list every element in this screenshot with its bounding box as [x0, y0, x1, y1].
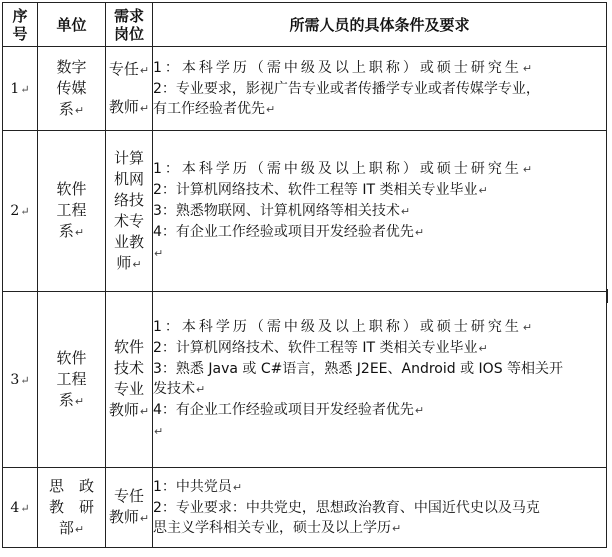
table-row: [3, 131, 607, 292]
condition-line: 1：本科学历（需中级及以上职称）或硕士研究生↵: [153, 160, 536, 177]
condition-line: 1：本科学历（需中级及以上职称）或硕士研究生↵: [153, 319, 536, 335]
row-number: 3↵: [3, 292, 38, 468]
condition-line: 思主义学科相关专业，硕士及以上学历↵: [153, 519, 402, 536]
condition-line: 1：中共党员↵: [153, 478, 243, 495]
table-row: [3, 47, 607, 131]
header-unit: 单位: [38, 3, 106, 47]
condition-line: 3：熟悉物联网、计算机网络等相关技术↵: [153, 202, 411, 219]
cell-marker: [606, 289, 608, 303]
condition-line: 2：专业要求：中共党史，思想政治教育、中国近代史以及马克: [153, 499, 540, 516]
table-row: [3, 468, 607, 548]
unit-cell: 思 政 教 研 部↵: [38, 468, 106, 548]
recruitment-table: [2, 2, 607, 548]
header-row: [3, 3, 607, 47]
condition-line: 2：计算机网络技术、软件工程等 IT 类相关专业毕业↵: [153, 340, 488, 356]
condition-line: 2：计算机网络技术、软件工程等 IT 类相关专业毕业↵: [153, 181, 488, 198]
unit-cell: 软件 工程 系↵: [38, 131, 106, 292]
conditions-cell: [153, 292, 607, 468]
condition-line: 发技术↵: [153, 381, 206, 397]
condition-line: 4：有企业工作经验或项目开发经验者优先↵: [153, 402, 425, 418]
position-cell: 专任↵ 教师↵: [106, 47, 153, 131]
header-position: 需求 岗位: [106, 3, 153, 47]
condition-line: 2：专业要求，影视广告专业或者传播学专业或者传媒学专业，: [153, 80, 540, 97]
table-row: [3, 292, 607, 468]
condition-line: 1：本科学历（需中级及以上职称）或硕士研究生↵: [153, 59, 536, 76]
condition-line: 有工作经验者优先↵: [153, 100, 276, 117]
unit-cell: 数字 传媒 系↵: [38, 47, 106, 131]
row-number: 1↵: [3, 47, 38, 131]
position-cell: 软件 技术 专业 教师↵: [106, 292, 153, 468]
conditions-cell: [153, 47, 607, 131]
unit-cell: 软件 工程 系↵: [38, 292, 106, 468]
row-number: 2↵: [3, 131, 38, 292]
position-cell: 计算 机网 络技 术专 业教 师↵: [106, 131, 153, 292]
conditions-cell: [153, 131, 607, 292]
condition-line: 3：熟悉 Java 或 C#语言，熟悉 J2EE、Android 或 IOS 等相关开: [153, 361, 564, 377]
position-cell: 专任 教师↵: [106, 468, 153, 548]
empty-line: ↵: [154, 425, 164, 438]
row-number: 4↵: [3, 468, 38, 548]
condition-line: 4：有企业工作经验或项目开发经验者优先↵: [153, 223, 425, 240]
conditions-cell: [153, 468, 607, 548]
header-num: 序 号: [3, 3, 38, 47]
empty-line: ↵: [154, 246, 164, 260]
header-requirements: 所需人员的具体条件及要求: [153, 3, 607, 47]
